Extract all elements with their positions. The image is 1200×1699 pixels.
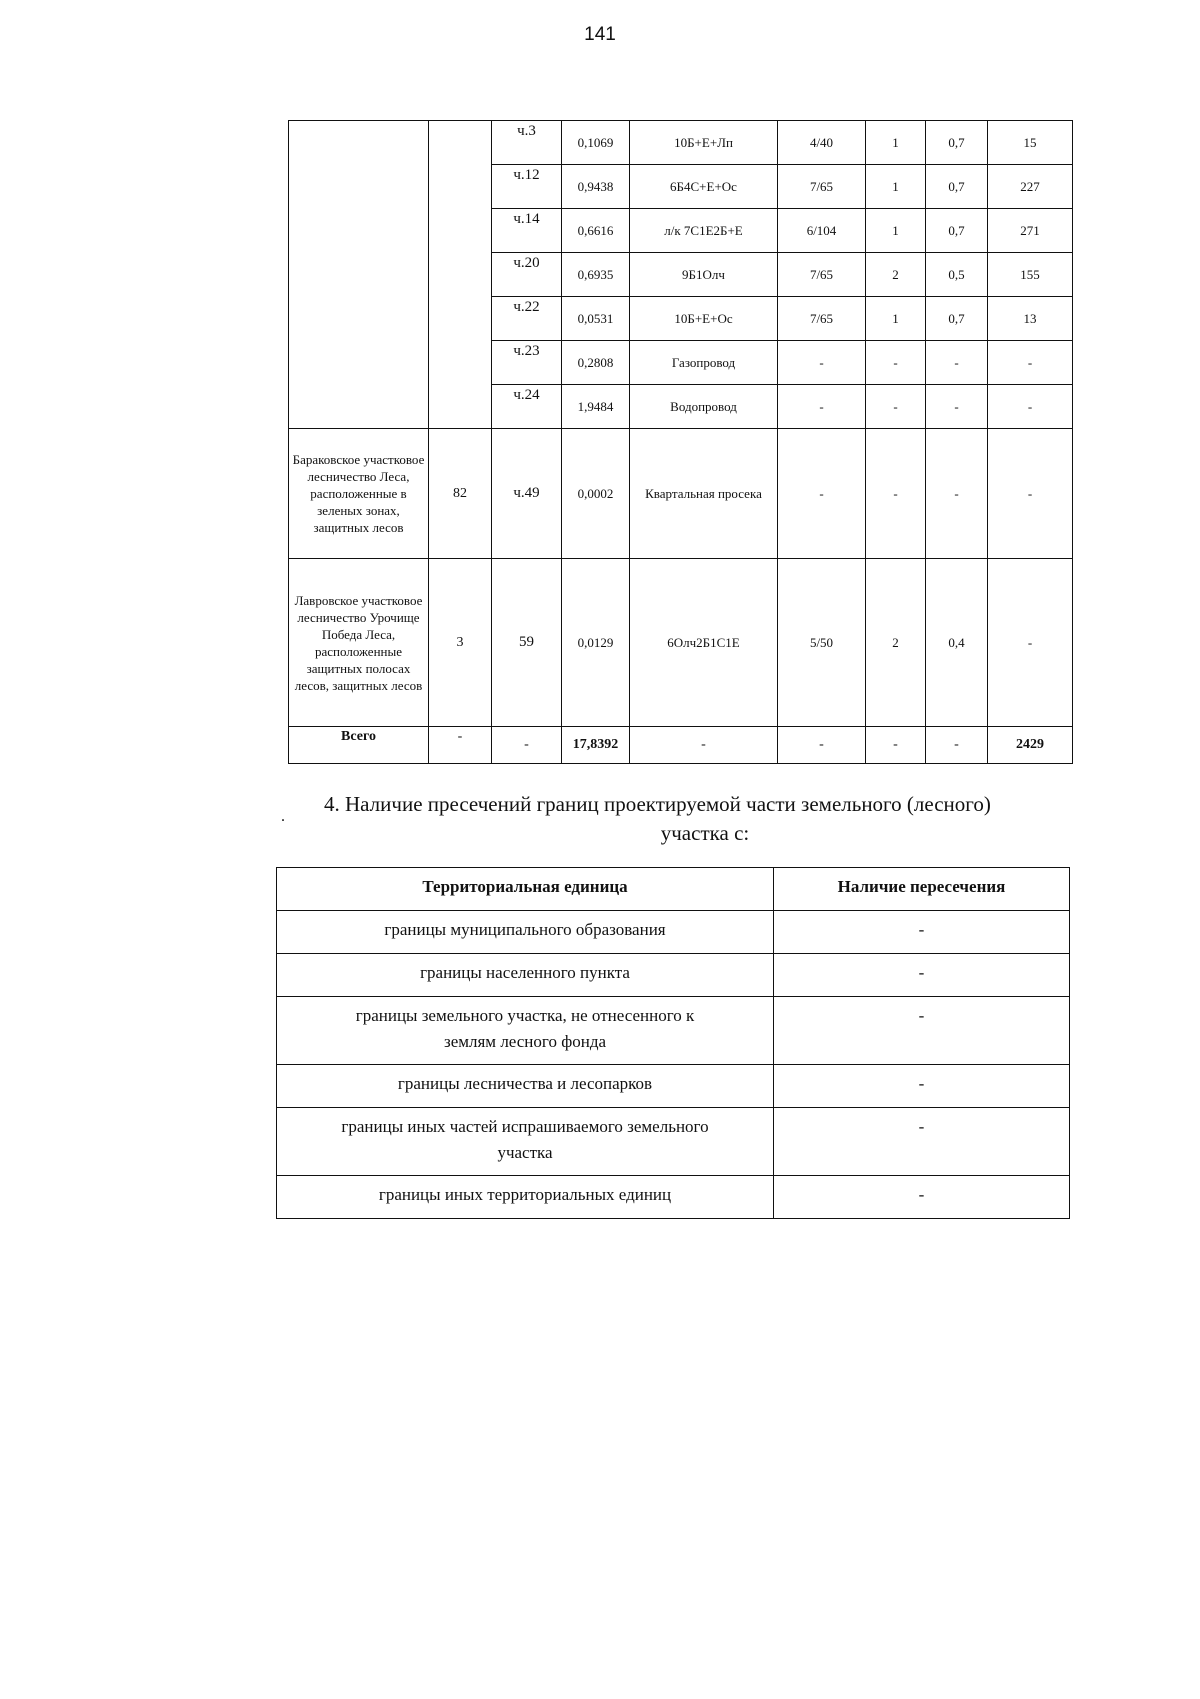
density-cell: 0,4 bbox=[926, 559, 988, 727]
part-cell: ч.3 bbox=[492, 121, 562, 165]
part-cell: 59 bbox=[492, 559, 562, 727]
intersection-cell: - bbox=[774, 911, 1070, 954]
class-cell: 2 bbox=[866, 559, 926, 727]
table-row bbox=[289, 559, 1073, 727]
territorial-unit-cell: границы иных частей испрашиваемого земельного участка bbox=[277, 1108, 774, 1176]
volume-cell: 13 bbox=[988, 297, 1073, 341]
section-heading-line-1: 4. Наличие пресечений границ проектируемой части земельного (лесного) bbox=[324, 792, 991, 816]
part-cell: ч.14 bbox=[492, 209, 562, 253]
table-row bbox=[277, 997, 1070, 1065]
class-cell: - bbox=[866, 341, 926, 385]
volume-cell: 271 bbox=[988, 209, 1073, 253]
forest-parcels-table bbox=[288, 120, 1073, 764]
area-cell: 0,0531 bbox=[562, 297, 630, 341]
intersection-cell: - bbox=[774, 1108, 1070, 1176]
age-cell: 7/65 bbox=[778, 297, 866, 341]
density-cell: 0,7 bbox=[926, 165, 988, 209]
volume-cell: - bbox=[988, 341, 1073, 385]
area-cell: 1,9484 bbox=[562, 385, 630, 429]
quarter-cell: 82 bbox=[429, 429, 492, 559]
territorial-unit-cell: границы населенного пункта bbox=[277, 954, 774, 997]
volume-cell: - bbox=[988, 385, 1073, 429]
volume-cell: 155 bbox=[988, 253, 1073, 297]
area-cell: 0,6935 bbox=[562, 253, 630, 297]
part-cell: ч.24 bbox=[492, 385, 562, 429]
volume-cell: - bbox=[988, 559, 1073, 727]
forestry-name-cell: Бараковское участковое лесничество Леса, расположенные в зеленых зонах, защитных лесов bbox=[289, 429, 429, 559]
density-cell: 0,7 bbox=[926, 297, 988, 341]
density-cell: - bbox=[926, 727, 988, 764]
page-number: 141 bbox=[584, 24, 616, 45]
intersection-cell: - bbox=[774, 1176, 1070, 1219]
section-heading-line-2: участка с: bbox=[660, 821, 750, 845]
part-cell: ч.23 bbox=[492, 341, 562, 385]
composition-cell: 6Б4С+Е+Ос bbox=[630, 165, 778, 209]
area-cell: 0,9438 bbox=[562, 165, 630, 209]
part-cell: - bbox=[492, 727, 562, 764]
composition-cell: Газопровод bbox=[630, 341, 778, 385]
total-row bbox=[289, 727, 1073, 764]
territorial-unit-cell: границы муниципального образования bbox=[277, 911, 774, 954]
total-volume: 2429 bbox=[988, 727, 1073, 764]
composition-cell: 10Б+Е+Ос bbox=[630, 297, 778, 341]
class-cell: 1 bbox=[866, 209, 926, 253]
volume-cell: 227 bbox=[988, 165, 1073, 209]
area-cell: 0,6616 bbox=[562, 209, 630, 253]
intersection-cell: - bbox=[774, 997, 1070, 1065]
table-header-row bbox=[277, 868, 1070, 911]
age-cell: 6/104 bbox=[778, 209, 866, 253]
part-cell: ч.12 bbox=[492, 165, 562, 209]
table-row bbox=[277, 1176, 1070, 1219]
composition-cell: Квартальная просека bbox=[630, 429, 778, 559]
quarter-cell: - bbox=[429, 727, 492, 764]
area-cell: 0,0129 bbox=[562, 559, 630, 727]
composition-cell: 6Олч2Б1С1Е bbox=[630, 559, 778, 727]
part-cell: ч.22 bbox=[492, 297, 562, 341]
age-cell: - bbox=[778, 727, 866, 764]
header-intersection: Наличие пересечения bbox=[774, 868, 1070, 911]
table-row bbox=[277, 954, 1070, 997]
composition-cell: 10Б+Е+Лп bbox=[630, 121, 778, 165]
area-cell: 0,0002 bbox=[562, 429, 630, 559]
age-cell: 7/65 bbox=[778, 253, 866, 297]
density-cell: - bbox=[926, 429, 988, 559]
class-cell: 1 bbox=[866, 297, 926, 341]
class-cell: - bbox=[866, 429, 926, 559]
class-cell: - bbox=[866, 727, 926, 764]
composition-cell: 9Б1Олч bbox=[630, 253, 778, 297]
area-cell: 0,2808 bbox=[562, 341, 630, 385]
part-cell: ч.49 bbox=[492, 429, 562, 559]
total-area: 17,8392 bbox=[562, 727, 630, 764]
intersection-table bbox=[276, 867, 1070, 1219]
class-cell: 2 bbox=[866, 253, 926, 297]
age-cell: - bbox=[778, 429, 866, 559]
table-row bbox=[277, 1065, 1070, 1108]
density-cell: 0,7 bbox=[926, 121, 988, 165]
class-cell: - bbox=[866, 385, 926, 429]
density-cell: 0,5 bbox=[926, 253, 988, 297]
table-row bbox=[277, 911, 1070, 954]
area-cell: 0,1069 bbox=[562, 121, 630, 165]
density-cell: - bbox=[926, 341, 988, 385]
forestry-name-cell: Лавровское участковое лесничество Урочище Победа Леса, расположенные защитных полосах лесов, защитных лесов bbox=[289, 559, 429, 727]
forestry-name-cell bbox=[289, 121, 429, 429]
density-cell: 0,7 bbox=[926, 209, 988, 253]
composition-cell: л/к 7С1Е2Б+Е bbox=[630, 209, 778, 253]
intersection-cell: - bbox=[774, 954, 1070, 997]
quarter-cell bbox=[429, 121, 492, 429]
class-cell: 1 bbox=[866, 121, 926, 165]
territorial-unit-cell: границы земельного участка, не отнесенного к землям лесного фонда bbox=[277, 997, 774, 1065]
intersection-cell: - bbox=[774, 1065, 1070, 1108]
table-row bbox=[277, 1108, 1070, 1176]
stray-mark: . bbox=[281, 808, 285, 825]
table-row bbox=[289, 429, 1073, 559]
density-cell: - bbox=[926, 385, 988, 429]
age-cell: 4/40 bbox=[778, 121, 866, 165]
volume-cell: 15 bbox=[988, 121, 1073, 165]
header-territorial-unit: Территориальная единица bbox=[277, 868, 774, 911]
age-cell: - bbox=[778, 341, 866, 385]
total-label: Всего bbox=[289, 727, 429, 764]
age-cell: 7/65 bbox=[778, 165, 866, 209]
composition-cell: - bbox=[630, 727, 778, 764]
section-heading bbox=[300, 790, 1080, 848]
age-cell: - bbox=[778, 385, 866, 429]
part-cell: ч.20 bbox=[492, 253, 562, 297]
composition-cell: Водопровод bbox=[630, 385, 778, 429]
territorial-unit-cell: границы иных территориальных единиц bbox=[277, 1176, 774, 1219]
table-row bbox=[289, 121, 1073, 165]
territorial-unit-cell: границы лесничества и лесопарков bbox=[277, 1065, 774, 1108]
class-cell: 1 bbox=[866, 165, 926, 209]
age-cell: 5/50 bbox=[778, 559, 866, 727]
volume-cell: - bbox=[988, 429, 1073, 559]
quarter-cell: 3 bbox=[429, 559, 492, 727]
